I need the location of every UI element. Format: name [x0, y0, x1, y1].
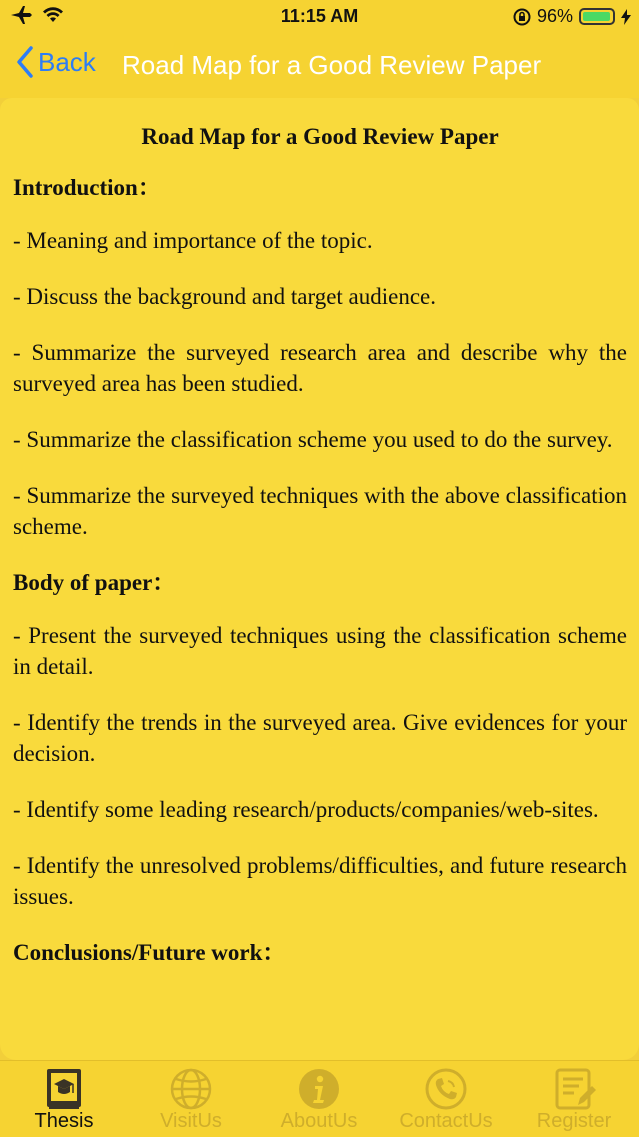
battery-percent: 96% — [536, 6, 573, 26]
intro-item: - Meaning and importance of the topic. — [13, 228, 373, 253]
intro-item: - Summarize the classification scheme you used to do the survey. — [13, 427, 613, 452]
register-form-icon — [552, 1067, 596, 1111]
orientation-lock-icon — [513, 8, 531, 26]
intro-item: - Summarize the surveyed techniques with the above classification scheme. — [13, 483, 627, 539]
body-item: - Identify the unresolved problems/difficulties, and future research issues. — [13, 853, 627, 909]
introduction-heading: Introduction： — [13, 175, 161, 200]
tab-thesis[interactable] — [9, 1065, 119, 1135]
tab-label: Register — [536, 1110, 612, 1132]
body-item: - Identify some leading research/products/companies/web-sites. — [13, 797, 599, 822]
conclusion-heading: Conclusions/Future work： — [13, 940, 286, 965]
tab-contactus[interactable] — [391, 1065, 501, 1135]
back-button[interactable] — [16, 46, 96, 78]
tab-register[interactable] — [519, 1065, 629, 1135]
tab-visitus[interactable] — [136, 1065, 246, 1135]
phone-icon — [424, 1067, 468, 1111]
body-heading: Body of paper： — [13, 570, 176, 595]
body-item: - Present the surveyed techniques using the classification scheme in detail. — [13, 623, 627, 679]
navigation-bar — [0, 34, 639, 98]
document-title: Road Map for a Good Review Paper — [141, 124, 499, 149]
intro-item: - Summarize the surveyed research area and describe why the surveyed area has been studied. — [13, 340, 627, 396]
tab-aboutus[interactable] — [264, 1065, 374, 1135]
tab-label: ContactUs — [399, 1110, 493, 1132]
tab-label: VisitUs — [160, 1110, 222, 1132]
battery-fill — [583, 12, 610, 21]
info-icon — [297, 1067, 341, 1111]
status-bar — [0, 0, 639, 34]
charging-bolt-icon — [621, 9, 631, 25]
intro-item: - Discuss the background and target audience. — [13, 284, 437, 309]
back-label: Back — [38, 46, 96, 77]
status-right — [513, 6, 631, 27]
thesis-book-icon — [43, 1067, 85, 1111]
battery-icon — [579, 8, 615, 25]
page-title: Road Map for a Good Review Paper — [122, 50, 542, 80]
globe-icon — [169, 1067, 213, 1111]
status-time: 11:15 AM — [280, 6, 359, 26]
chevron-left-icon — [16, 46, 34, 78]
tab-label: Thesis — [34, 1110, 94, 1132]
tab-label: AboutUs — [280, 1110, 358, 1132]
tab-bar — [0, 1060, 639, 1137]
body-item: - Identify the trends in the surveyed area. Give evidences for your decision. — [13, 710, 627, 766]
document-content[interactable] — [0, 98, 639, 1060]
